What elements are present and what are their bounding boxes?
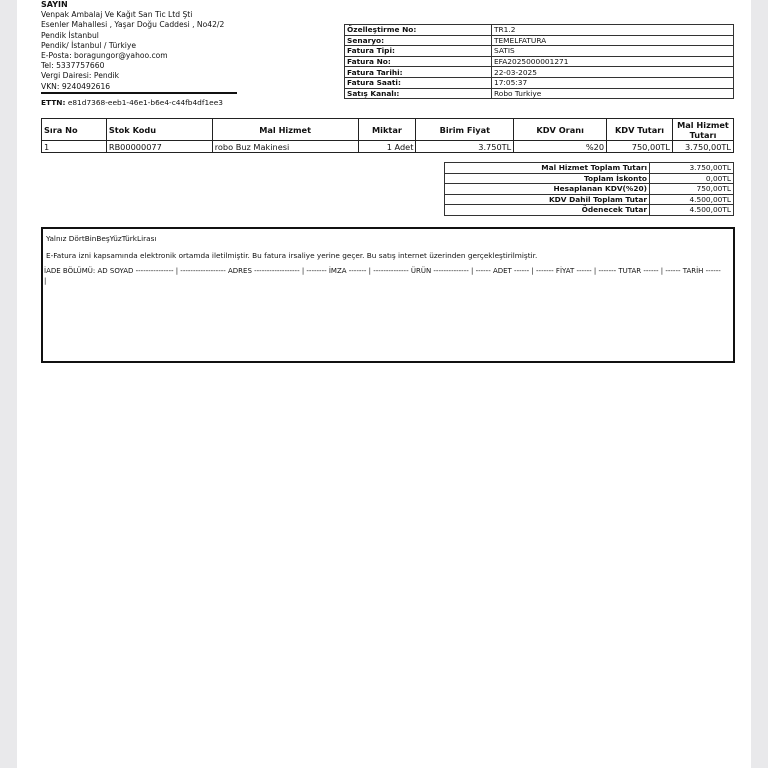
totals-value: 3.750,00TL: [650, 163, 734, 174]
col-header-mal-hizmet: Mal Hizmet: [212, 119, 358, 141]
info-key: Fatura Tipi:: [345, 46, 492, 57]
cell-mal-hizmet-tutari: 3.750,00TL: [672, 141, 733, 153]
amount-in-words: Yalnız DörtBinBeşYüzTürkLirası: [46, 234, 157, 243]
buyer-address-3: Pendik/ İstanbul / Türkiye: [41, 40, 137, 50]
info-value: TR1.2: [492, 25, 734, 36]
info-value: 17:05:37: [492, 77, 734, 88]
col-header-mal-hizmet-tutari: Mal Hizmet Tutarı: [672, 119, 733, 141]
totals-value: 750,00TL: [650, 184, 734, 195]
info-key: Fatura Tarihi:: [345, 67, 492, 78]
cell-miktar: 1 Adet: [358, 141, 416, 153]
divider: [41, 92, 237, 94]
col-header-kdv-orani: KDV Oranı: [514, 119, 607, 141]
col-header-birim-fiyat: Birim Fiyat: [416, 119, 514, 141]
items-table: [41, 118, 734, 153]
buyer-title: SAYIN: [41, 0, 68, 9]
info-row: [345, 88, 734, 99]
info-row: [345, 25, 734, 36]
col-header-stok-kodu: Stok Kodu: [106, 119, 212, 141]
info-row: [345, 56, 734, 67]
totals-key: Hesaplanan KDV(%20): [445, 184, 650, 195]
return-form-line: İADE BÖLÜMÜ: AD SOYAD --------------- | ------------------ ADRES ------------------ | -------- İMZA ------- | -------------- ÜRÜN -------------- | ------ ADET ------ | ------- FİYAT ------ | ------- TUTAR ------ | ------ TARİH ------: [44, 267, 721, 275]
buyer-phone: Tel: 5337757660: [41, 61, 105, 71]
items-header-row: [42, 119, 734, 141]
buyer-address-2: Pendik İstanbul: [41, 30, 99, 40]
totals-row: [445, 205, 734, 216]
ettn-label: ETTN:: [41, 98, 66, 107]
info-value: EFA2025000001271: [492, 56, 734, 67]
totals-key: Toplam İskonto: [445, 173, 650, 184]
ettn-value: e81d7368-eeb1-46e1-b6e4-c44fb4df1ee3: [67, 98, 223, 107]
efatura-note: E-Fatura izni kapsamında elektronik ortamda iletilmiştir. Bu fatura irsaliye yerine geçer. Bu satış internet üzerinden gerçekleştirilmiştir.: [46, 251, 538, 260]
notes-box: [41, 227, 735, 363]
totals-row: [445, 163, 734, 174]
buyer-vkn: VKN: 9240492616: [41, 81, 111, 91]
info-value: Robo Turkiye: [492, 88, 734, 99]
cell-birim-fiyat: 3.750TL: [416, 141, 514, 153]
buyer-email: E-Posta: boragungor@yahoo.com: [41, 51, 168, 61]
totals-key: KDV Dahil Toplam Tutar: [445, 194, 650, 205]
totals-row: [445, 194, 734, 205]
totals-row: [445, 173, 734, 184]
info-key: Satış Kanalı:: [345, 88, 492, 99]
info-row: [345, 67, 734, 78]
totals-row: [445, 184, 734, 195]
info-key: Fatura No:: [345, 56, 492, 67]
cell-sira-no: 1: [42, 141, 107, 153]
info-key: Özelleştirme No:: [345, 25, 492, 36]
info-value: TEMELFATURA: [492, 35, 734, 46]
info-key: Senaryo:: [345, 35, 492, 46]
totals-value: 0,00TL: [650, 173, 734, 184]
buyer-company: Venpak Ambalaj Ve Kağıt San Tic Ltd Şti: [41, 10, 193, 20]
col-header-miktar: Miktar: [358, 119, 416, 141]
totals-table: [444, 162, 734, 216]
buyer-address-1: Esenler Mahallesi , Yaşar Doğu Caddesi , No42/2: [41, 20, 225, 30]
ettn-line: [41, 98, 223, 107]
cell-mal-hizmet: robo Buz Makinesi: [212, 141, 358, 153]
return-form-line-2: |: [44, 277, 47, 285]
cell-kdv-orani: %20: [514, 141, 607, 153]
info-value: SATIS: [492, 46, 734, 57]
info-row: [345, 35, 734, 46]
info-row: [345, 77, 734, 88]
buyer-tax-office: Vergi Dairesi: Pendik: [41, 71, 120, 81]
buyer-block: [41, 0, 301, 92]
info-value: 22-03-2025: [492, 67, 734, 78]
table-row: [42, 141, 734, 153]
totals-key: Ödenecek Tutar: [445, 205, 650, 216]
info-key: Fatura Saati:: [345, 77, 492, 88]
invoice-info-table: [344, 24, 734, 99]
cell-stok-kodu: RB00000077: [106, 141, 212, 153]
invoice-page: [17, 0, 751, 768]
col-header-kdv-tutari: KDV Tutarı: [607, 119, 673, 141]
cell-kdv-tutari: 750,00TL: [607, 141, 673, 153]
totals-value: 4.500,00TL: [650, 194, 734, 205]
info-row: [345, 46, 734, 57]
col-header-sira-no: Sıra No: [42, 119, 107, 141]
totals-key: Mal Hizmet Toplam Tutarı: [445, 163, 650, 174]
totals-value: 4.500,00TL: [650, 205, 734, 216]
